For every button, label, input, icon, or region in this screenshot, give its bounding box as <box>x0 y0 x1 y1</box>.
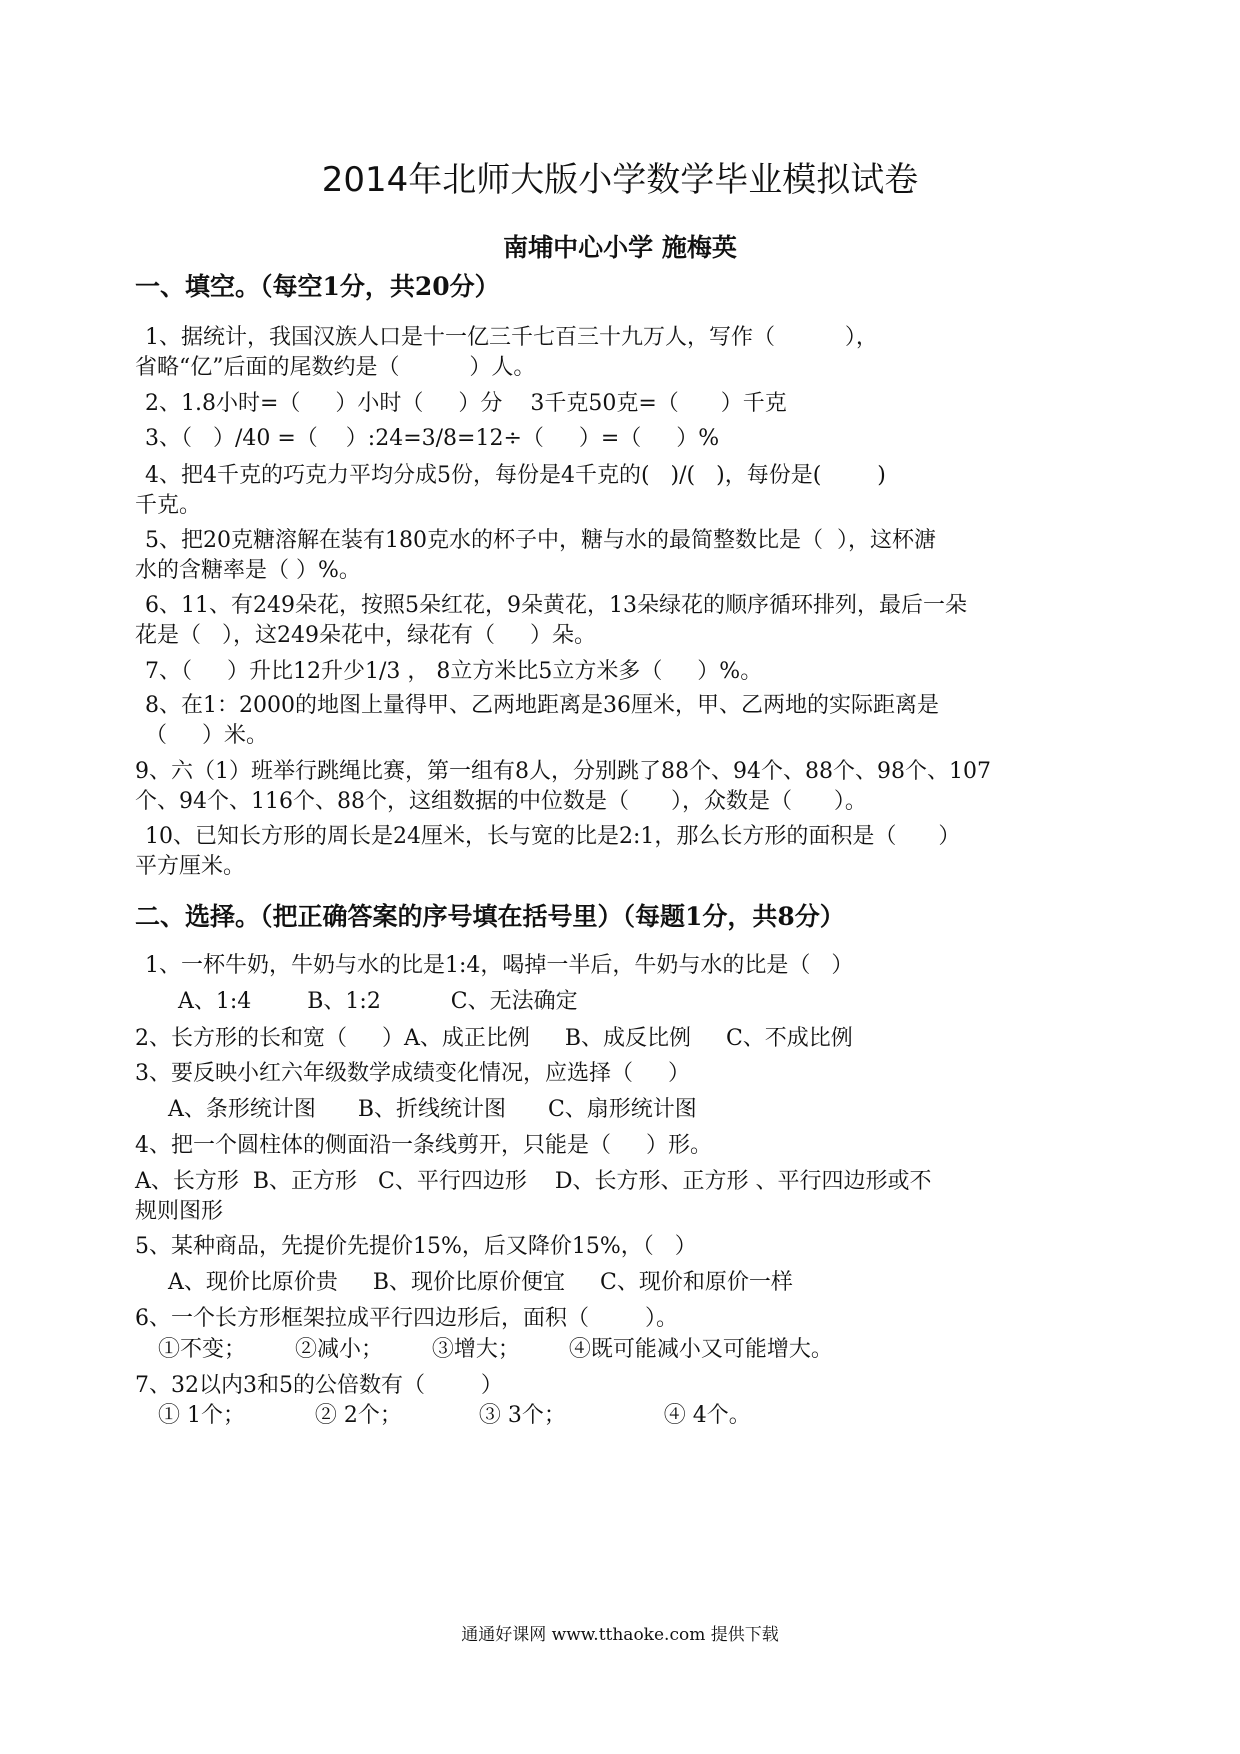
question-line: 1、据统计，我国汉族人口是十一亿三千七百三十九万人，写作（ ）， <box>145 325 878 350</box>
question-line: 5、把20克糖溶解在装有180克水的杯子中，糖与水的最简整数比是（ ），这杯溏 <box>145 528 936 553</box>
question-line: 5、某种商品，先提价先提价15%，后又降价15%，（ ） <box>135 1234 697 1259</box>
question-line: 千克。 <box>135 493 202 518</box>
author-line: 南埔中心小学 施梅英 <box>503 233 737 262</box>
option-line: ①不变； ②减小； ③增大； ④既可能减小又可能增大。 <box>158 1337 833 1362</box>
option-line: 规则图形 <box>135 1199 224 1224</box>
question-line: 3、要反映小红六年级数学成绩变化情况，应选择（ ） <box>135 1061 690 1086</box>
question-line: 7、（ ）升比12升少1/3 ， 8立方米比5立方米多（ ）%。 <box>145 659 763 684</box>
question-line: 个、94个、116个、88个，这组数据的中位数是（ ），众数是（ ）。 <box>135 789 867 814</box>
question-line: 9、六（1）班举行跳绳比赛，第一组有8人，分别跳了88个、94个、88个、98个、107 <box>135 759 991 784</box>
question-line: 1、一杯牛奶，牛奶与水的比是1:4，喝掉一半后，牛奶与水的比是（ ） <box>145 953 854 978</box>
question-line: （ ）米。 <box>145 723 268 748</box>
question-line: 3、（ ）/40 =（ ）:24=3/8=12÷（ ）=（ ）% <box>145 426 720 451</box>
question-line: 花是（ ），这249朵花中，绿花有（ ）朵。 <box>135 623 596 648</box>
question-line: 6、一个长方形框架拉成平行四边形后，面积（ ）。 <box>135 1306 678 1331</box>
option-line: ① 1个； ② 2个； ③ 3个； ④ 4个。 <box>158 1403 751 1428</box>
question-line: 省略“亿”后面的尾数约是（ ）人。 <box>135 355 536 380</box>
option-line: A、现价比原价贵 B、现价比原价便宜 C、现价和原价一样 <box>168 1270 793 1295</box>
question-line: 8、在1：2000的地图上量得甲、乙两地距离是36厘米，甲、乙两地的实际距离是 <box>145 693 939 718</box>
question-line: 2、1.8小时=（ ）小时（ ）分 3千克50克=（ ）千克 <box>145 391 787 416</box>
section-heading-fill-in: 一、填空。（每空1分，共20分） <box>135 272 500 301</box>
option-line: A、条形统计图 B、折线统计图 C、扇形统计图 <box>168 1097 697 1122</box>
question-line: 平方厘米。 <box>135 854 246 879</box>
question-line: 7、32以内3和5的公倍数有（ ） <box>135 1373 503 1398</box>
question-line: 2、长方形的长和宽（ ）A、成正比例 B、成反比例 C、不成比例 <box>135 1026 853 1051</box>
question-line: 6、11、有249朵花，按照5朵红花，9朵黄花，13朵绿花的顺序循环排列，最后一朵 <box>145 593 967 618</box>
option-line: A、长方形 B、正方形 C、平行四边形 D、长方形、正方形 、平行四边形或不 <box>135 1169 932 1194</box>
question-line: 4、把一个圆柱体的侧面沿一条线剪开，只能是（ ）形。 <box>135 1133 712 1158</box>
section-heading-choice: 二、选择。（把正确答案的序号填在括号里）（每题1分，共8分） <box>135 902 845 931</box>
exam-title: 2014年北师大版小学数学毕业模拟试卷 <box>321 160 919 200</box>
question-line: 水的含糖率是（ ）%。 <box>135 558 361 583</box>
question-line: 10、已知长方形的周长是24厘米，长与宽的比是2:1，那么长方形的面积是（ ） <box>145 824 961 849</box>
download-footer: 通通好课网 www.tthaoke.com 提供下载 <box>461 1625 779 1645</box>
question-line: 4、把4千克的巧克力平均分成5份，每份是4千克的( )/( )，每份是( ) <box>145 463 886 488</box>
option-line: A、1:4 B、1:2 C、无法确定 <box>178 989 578 1014</box>
